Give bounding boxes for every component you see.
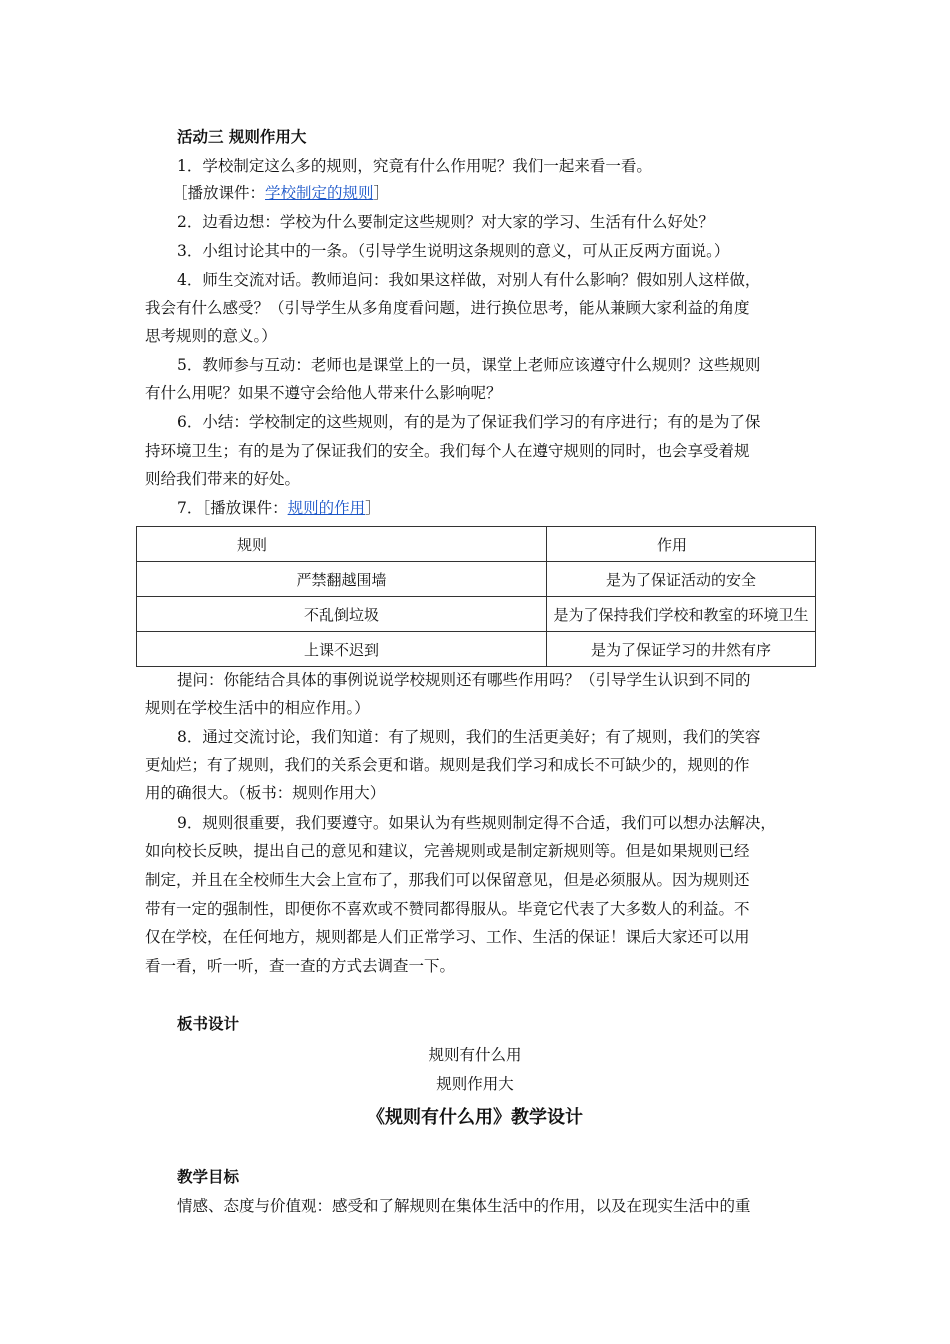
board-design-heading: 板书设计 bbox=[177, 1015, 240, 1033]
paragraph-9-line-6: 看一看，听一听，查一查的方式去调查一下。 bbox=[145, 957, 456, 975]
paragraph-4-line-3: 思考规则的意义。） bbox=[145, 327, 277, 345]
p7-prefix: 7．［播放课件： bbox=[177, 499, 288, 517]
table-cell-effect: 是为了保证学习的井然有序 bbox=[547, 632, 816, 667]
paragraph-9-line-3: 制定，并且在全校师生大会上宣布了，那我们可以保留意见，但是必须服从。因为规则还 bbox=[145, 871, 750, 889]
question-line-1: 提问：你能结合具体的事例说说学校规则还有哪些作用吗？（引导学生认识到不同的 bbox=[177, 671, 751, 689]
table-cell-rule: 严禁翻越围墙 bbox=[137, 562, 547, 597]
document-title: 《规则有什么用》教学设计 bbox=[367, 1107, 583, 1128]
objectives-heading: 教学目标 bbox=[177, 1168, 240, 1186]
paragraph-4-line-1: 4．师生交流对话。教师追问：我如果这样做，对别人有什么影响？假如别人这样做， bbox=[177, 271, 761, 289]
paragraph-7 bbox=[177, 498, 381, 518]
activity-heading: 活动三 规则作用大 bbox=[177, 128, 307, 146]
paragraph-1: 1．学校制定这么多的规则，究竟有什么作用呢？我们一起来看一看。 bbox=[177, 157, 652, 175]
table-header-row bbox=[137, 527, 816, 562]
paragraph-9-line-5: 仅在学校，在任何地方，规则都是人们正常学习、工作、生活的保证！课后大家还可以用 bbox=[145, 928, 750, 946]
paragraph-3: 3．小组讨论其中的一条。（引导学生说明这条规则的意义，可从正反两方面说。） bbox=[177, 242, 730, 260]
courseware-link-school-rules[interactable]: 学校制定的规则 bbox=[265, 184, 374, 202]
table-row bbox=[137, 597, 816, 632]
rules-table bbox=[136, 526, 816, 667]
paragraph-2: 2．边看边想：学校为什么要制定这些规则？对大家的学习、生活有什么好处？ bbox=[177, 213, 714, 231]
board-line-1: 规则有什么用 bbox=[428, 1046, 522, 1064]
question-line-2: 规则在学校生活中的相应作用。） bbox=[145, 699, 370, 717]
paragraph-9-line-2: 如向校长反映，提出自己的意见和建议，完善规则或是制定新规则等。但是如果规则已经 bbox=[145, 842, 750, 860]
table-header-rule: 规则 bbox=[137, 527, 547, 562]
paragraph-9-line-1: 9．规则很重要，我们要遵守。如果认为有些规则制定得不合适，我们可以想办法解决， bbox=[177, 814, 776, 832]
courseware-link-rule-effects[interactable]: 规则的作用 bbox=[287, 499, 366, 517]
table-row bbox=[137, 632, 816, 667]
table-row bbox=[137, 562, 816, 597]
paragraph-6-line-3: 则给我们带来的好处。 bbox=[145, 470, 301, 488]
paragraph-4-line-2: 我会有什么感受？（引导学生从多角度看问题，进行换位思考，能从兼顾大家利益的角度 bbox=[145, 299, 750, 317]
paragraph-5-line-2: 有什么用呢？如果不遵守会给他人带来什么影响呢？ bbox=[145, 384, 502, 402]
table-cell-effect: 是为了保持我们学校和教室的环境卫生 bbox=[547, 597, 816, 632]
p7-suffix: ］ bbox=[365, 499, 381, 517]
paragraph-6-line-2: 持环境卫生；有的是为了保证我们的安全。我们每个人在遵守规则的同时，也会享受着规 bbox=[145, 442, 750, 460]
table-cell-rule: 不乱倒垃圾 bbox=[137, 597, 547, 632]
paragraph-8-line-3: 用的确很大。（板书：规则作用大） bbox=[145, 784, 386, 802]
table-cell-effect: 是为了保证活动的安全 bbox=[547, 562, 816, 597]
paragraph-8-line-2: 更灿烂；有了规则，我们的关系会更和谐。规则是我们学习和成长不可缺少的，规则的作 bbox=[145, 756, 750, 774]
board-line-2: 规则作用大 bbox=[436, 1075, 514, 1093]
paragraph-8-line-1: 8．通过交流讨论，我们知道：有了规则，我们的生活更美好；有了规则，我们的笑容 bbox=[177, 728, 761, 746]
table-cell-rule: 上课不迟到 bbox=[137, 632, 547, 667]
paragraph-1b bbox=[172, 183, 389, 203]
paragraph-9-line-4: 带有一定的强制性，即便你不喜欢或不赞同都得服从。毕竟它代表了大多数人的利益。不 bbox=[145, 900, 750, 918]
bracket-text: ［播放课件： bbox=[172, 184, 266, 202]
objectives-line-1: 情感、态度与价值观：感受和了解规则在集体生活中的作用，以及在现实生活中的重 bbox=[177, 1197, 751, 1215]
table-header-effect: 作用 bbox=[547, 527, 816, 562]
bracket-close: ］ bbox=[373, 184, 390, 202]
paragraph-6-line-1: 6．小结：学校制定的这些规则，有的是为了保证我们学习的有序进行；有的是为了保 bbox=[177, 413, 761, 431]
paragraph-5-line-1: 5．教师参与互动：老师也是课堂上的一员，课堂上老师应该遵守什么规则？这些规则 bbox=[177, 356, 761, 374]
